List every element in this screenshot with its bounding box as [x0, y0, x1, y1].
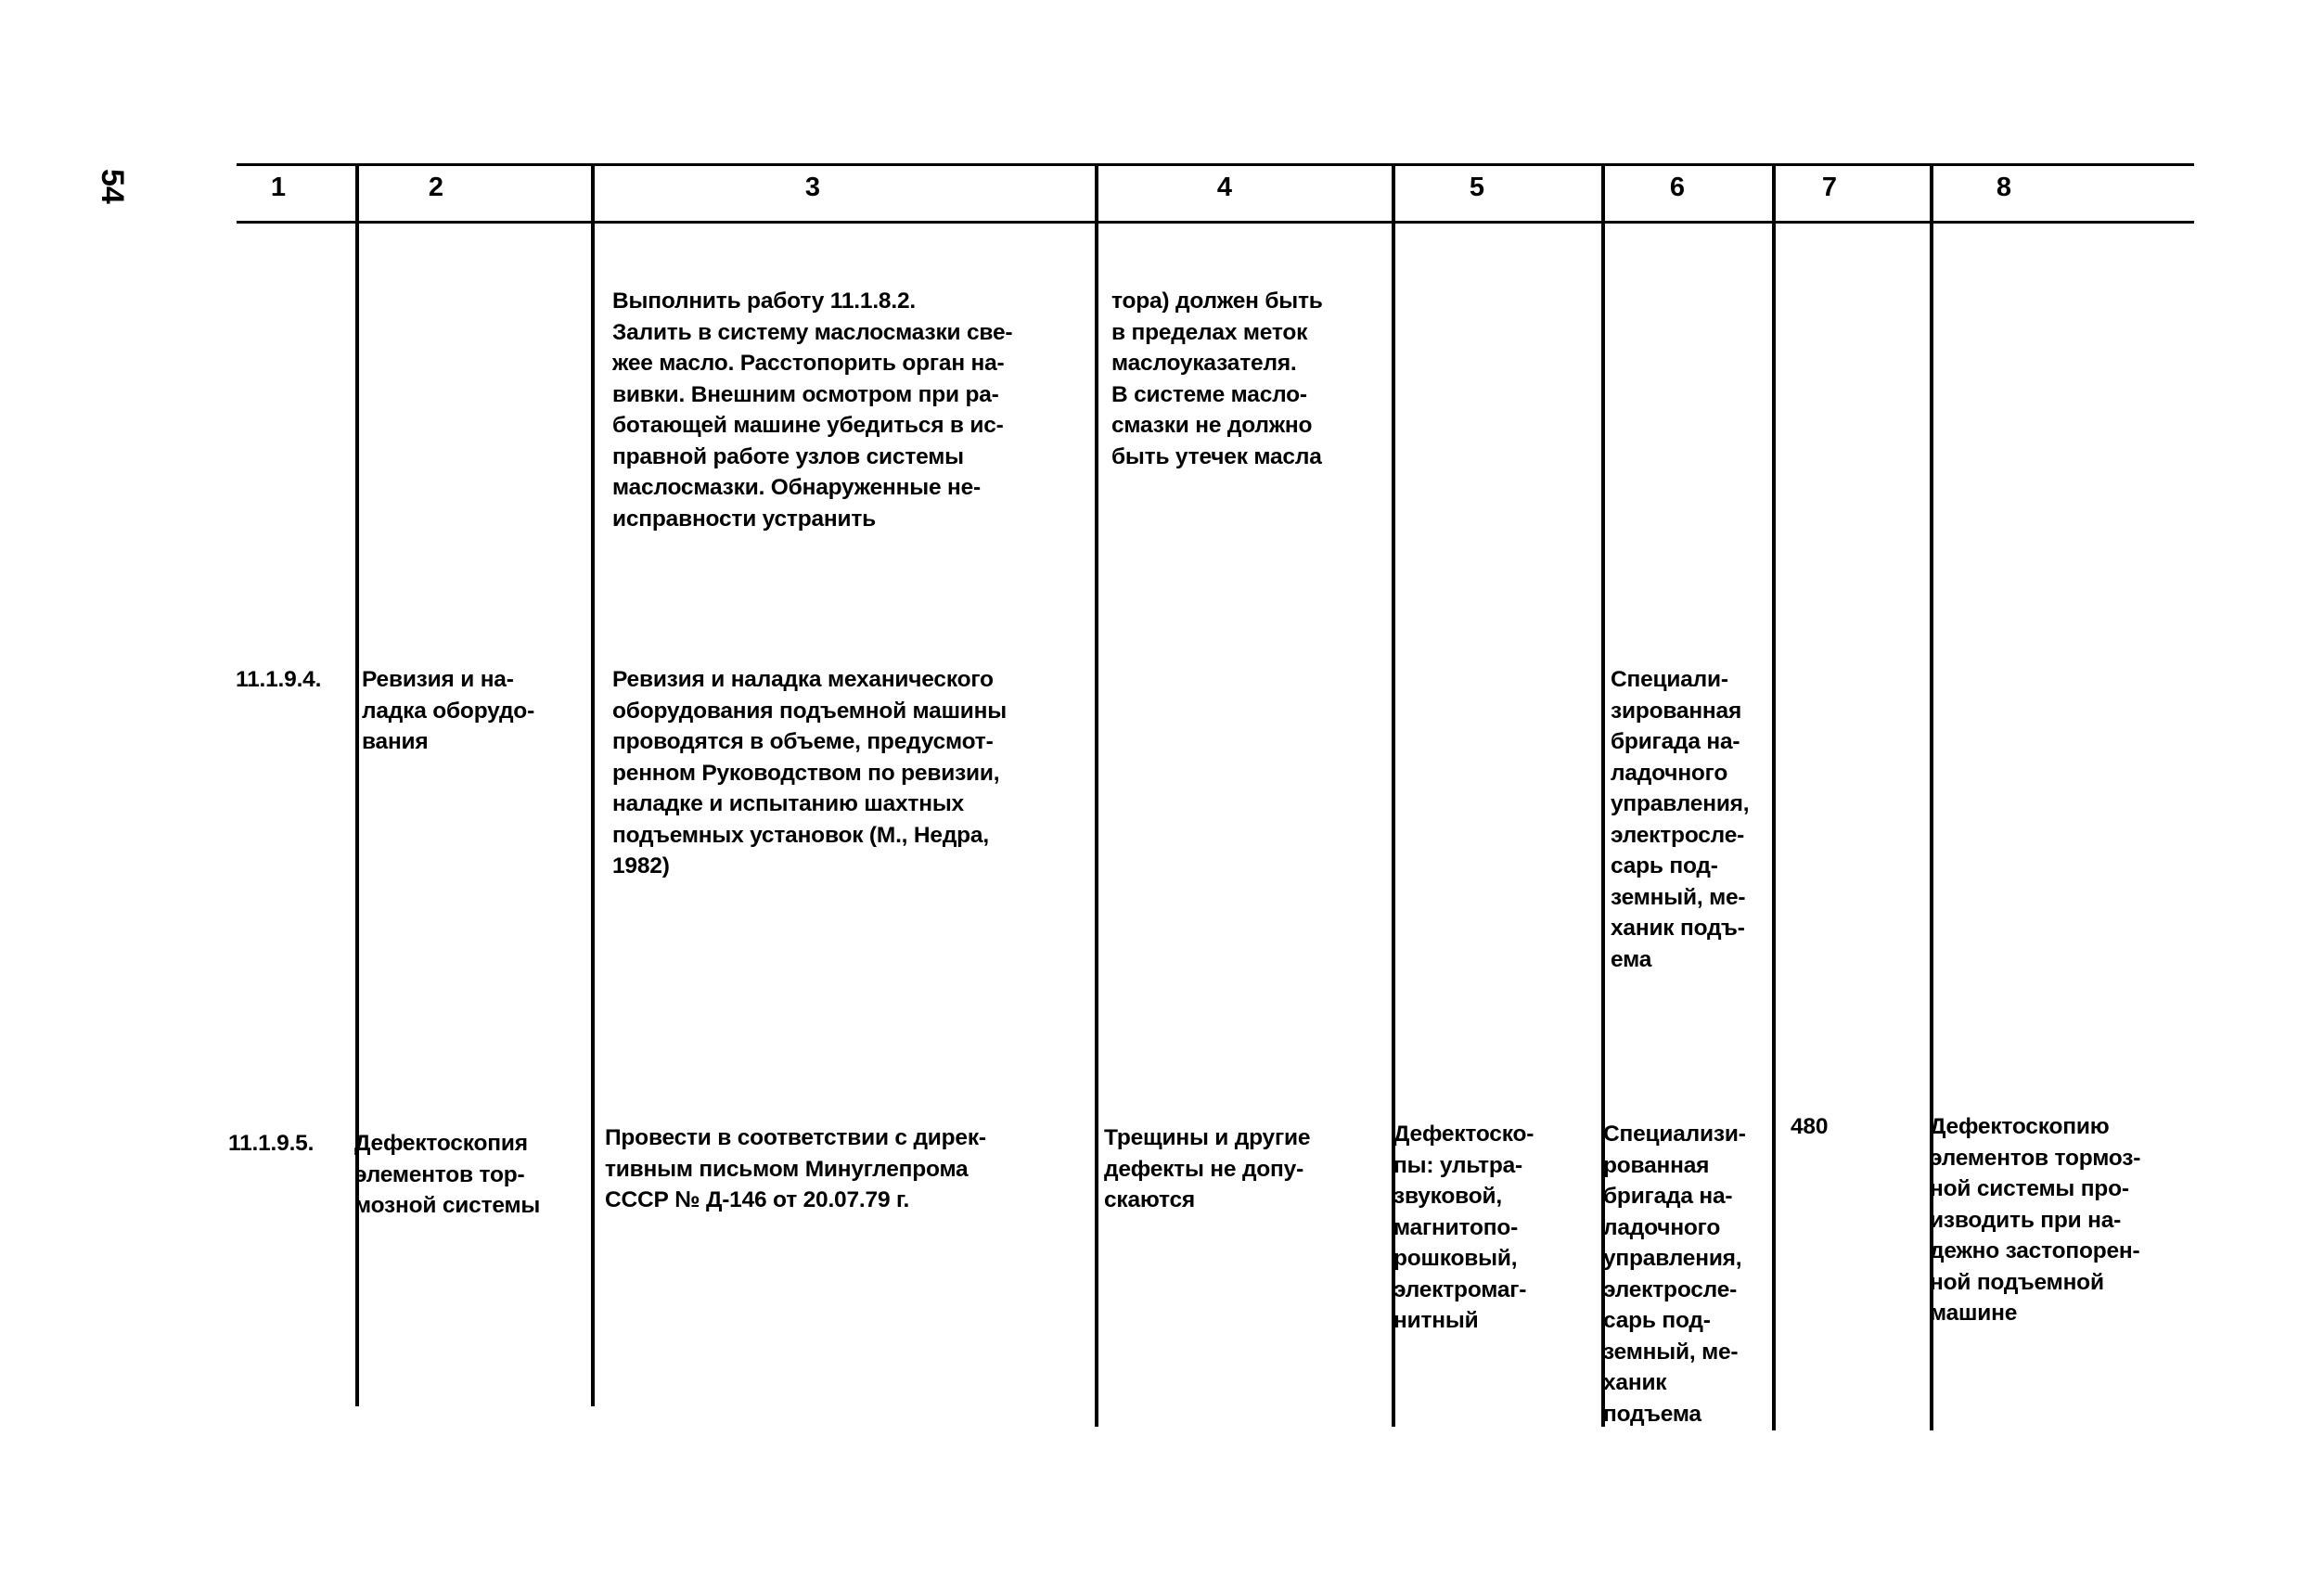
text-line: ной подъемной — [1930, 1269, 2104, 1295]
text-line: ема — [1611, 946, 1652, 972]
text-line: нитный — [1393, 1308, 1479, 1333]
row3-col7-value — [1791, 1111, 1828, 1143]
text-line: мозной системы — [354, 1193, 541, 1218]
text-line: ренном Руководством по ревизии, — [612, 760, 1000, 786]
text-line: Дефектоскопию — [1930, 1114, 2110, 1139]
text-line: исправности устранить — [612, 506, 877, 532]
text-line: Трещины и другие — [1104, 1125, 1311, 1150]
text-line: рованная — [1603, 1152, 1710, 1178]
header-col-6: 6 — [1669, 173, 1686, 202]
text-line: тора) должен быть — [1111, 288, 1323, 314]
header-col-4: 4 — [1216, 173, 1233, 202]
text-line: сарь под- — [1603, 1308, 1711, 1333]
text-line: ханик подъ- — [1611, 916, 1745, 941]
row3-col4-text — [1104, 1122, 1310, 1216]
text-line: электросле- — [1611, 822, 1745, 848]
row3-col6-text — [1603, 1119, 1746, 1430]
header-bottom-rule — [237, 221, 2194, 224]
text-line: земный, ме- — [1611, 884, 1746, 910]
text-line: ладка оборудо- — [362, 698, 535, 724]
row1-col3-text — [612, 286, 1012, 534]
row3-col8-text — [1930, 1111, 2140, 1329]
header-col-3: 3 — [804, 173, 821, 202]
column-divider-3-4 — [1095, 165, 1098, 1427]
row2-col6-text — [1611, 664, 1749, 975]
text-line: маслосмазки. Обнаруженные не- — [612, 475, 981, 500]
row3-col5-text — [1393, 1119, 1534, 1337]
text-line: проводятся в объеме, предусмот- — [612, 729, 994, 754]
text-line: изводить при на- — [1930, 1207, 2122, 1233]
text-line: дежно застопорен- — [1930, 1238, 2140, 1263]
item-number: 11.1.9.5. — [228, 1131, 315, 1156]
text-line: оборудования подъемной машины — [612, 698, 1007, 724]
text-line: рошковый, — [1393, 1246, 1518, 1271]
text-line: вивки. Внешним осмотром при ра- — [612, 381, 999, 407]
text-line: Залить в систему маслосмазки све- — [612, 319, 1013, 345]
text-line: жее масло. Расстопорить орган на- — [612, 351, 1005, 376]
text-line: Специализи- — [1603, 1122, 1746, 1147]
item-number: 11.1.9.4. — [236, 667, 322, 692]
row3-col2-text — [354, 1128, 540, 1222]
text-line: ладочного — [1603, 1214, 1721, 1240]
text-line: зированная — [1611, 698, 1742, 724]
text-line: Ревизия и на- — [362, 667, 514, 692]
text-line: Выполнить работу 11.1.8.2. — [612, 288, 916, 314]
text-line: СССР № Д-146 от 20.07.79 г. — [605, 1187, 910, 1212]
text-line: ханик — [1603, 1370, 1667, 1395]
text-line: маслоуказателя. — [1111, 351, 1297, 376]
text-line: управления, — [1611, 791, 1750, 816]
text-line: управления, — [1603, 1246, 1742, 1271]
text-line: Ревизия и наладка механического — [612, 667, 994, 692]
table-top-rule — [237, 163, 2194, 166]
text-line: В системе масло- — [1111, 381, 1307, 407]
column-divider-2-3 — [591, 165, 595, 1406]
text-line: магнитопо- — [1393, 1214, 1519, 1240]
row2-col3-text — [612, 664, 1007, 882]
page-number: 54 — [95, 169, 130, 204]
text-line: электромаг- — [1393, 1276, 1527, 1302]
norm-value: 480 — [1791, 1114, 1829, 1139]
text-line: 1982) — [612, 853, 670, 878]
text-line: в пределах меток — [1111, 319, 1308, 345]
text-line: быть утечек масла — [1111, 443, 1322, 469]
text-line: пы: ультра- — [1393, 1152, 1523, 1178]
row3-col3-text — [605, 1122, 986, 1216]
text-line: бригада на- — [1611, 729, 1740, 754]
header-col-2: 2 — [428, 173, 444, 202]
row2-col1-number — [236, 664, 321, 696]
text-line: земный, ме- — [1603, 1339, 1739, 1365]
text-line: дефекты не допу- — [1104, 1156, 1304, 1182]
column-divider-6-7 — [1772, 165, 1776, 1430]
text-line: элементов тормоз- — [1930, 1145, 2141, 1171]
text-line: вания — [362, 729, 429, 754]
text-line: электросле- — [1603, 1276, 1738, 1302]
text-line: ботающей машине убедиться в ис- — [612, 413, 1004, 438]
text-line: подъема — [1603, 1401, 1701, 1427]
text-line: скаются — [1104, 1187, 1196, 1212]
row2-col2-text — [362, 664, 534, 758]
text-line: машине — [1930, 1301, 2018, 1326]
header-col-8: 8 — [1996, 173, 2012, 202]
text-line: звуковой, — [1393, 1184, 1502, 1209]
row3-col1-number — [228, 1128, 314, 1160]
text-line: элементов тор- — [354, 1161, 525, 1187]
text-line: правной работе узлов системы — [612, 443, 964, 469]
header-col-1: 1 — [270, 173, 287, 202]
row1-col4-text — [1111, 286, 1323, 472]
text-line: подъемных установок (М., Недра, — [612, 822, 989, 848]
text-line: смазки не должно — [1111, 413, 1313, 438]
text-line: Специали- — [1611, 667, 1728, 692]
text-line: тивным письмом Минуглепрома — [605, 1156, 969, 1182]
text-line: бригада на- — [1603, 1184, 1733, 1209]
text-line: ладочного — [1611, 760, 1728, 786]
header-col-5: 5 — [1469, 173, 1485, 202]
text-line: Дефектоско- — [1393, 1122, 1534, 1147]
text-line: ной системы про- — [1930, 1176, 2129, 1201]
header-col-7: 7 — [1821, 173, 1838, 202]
text-line: Провести в соответствии с дирек- — [605, 1125, 986, 1150]
text-line: Дефектоскопия — [354, 1131, 528, 1156]
text-line: наладке и испытанию шахтных — [612, 791, 964, 816]
text-line: сарь под- — [1611, 853, 1718, 878]
